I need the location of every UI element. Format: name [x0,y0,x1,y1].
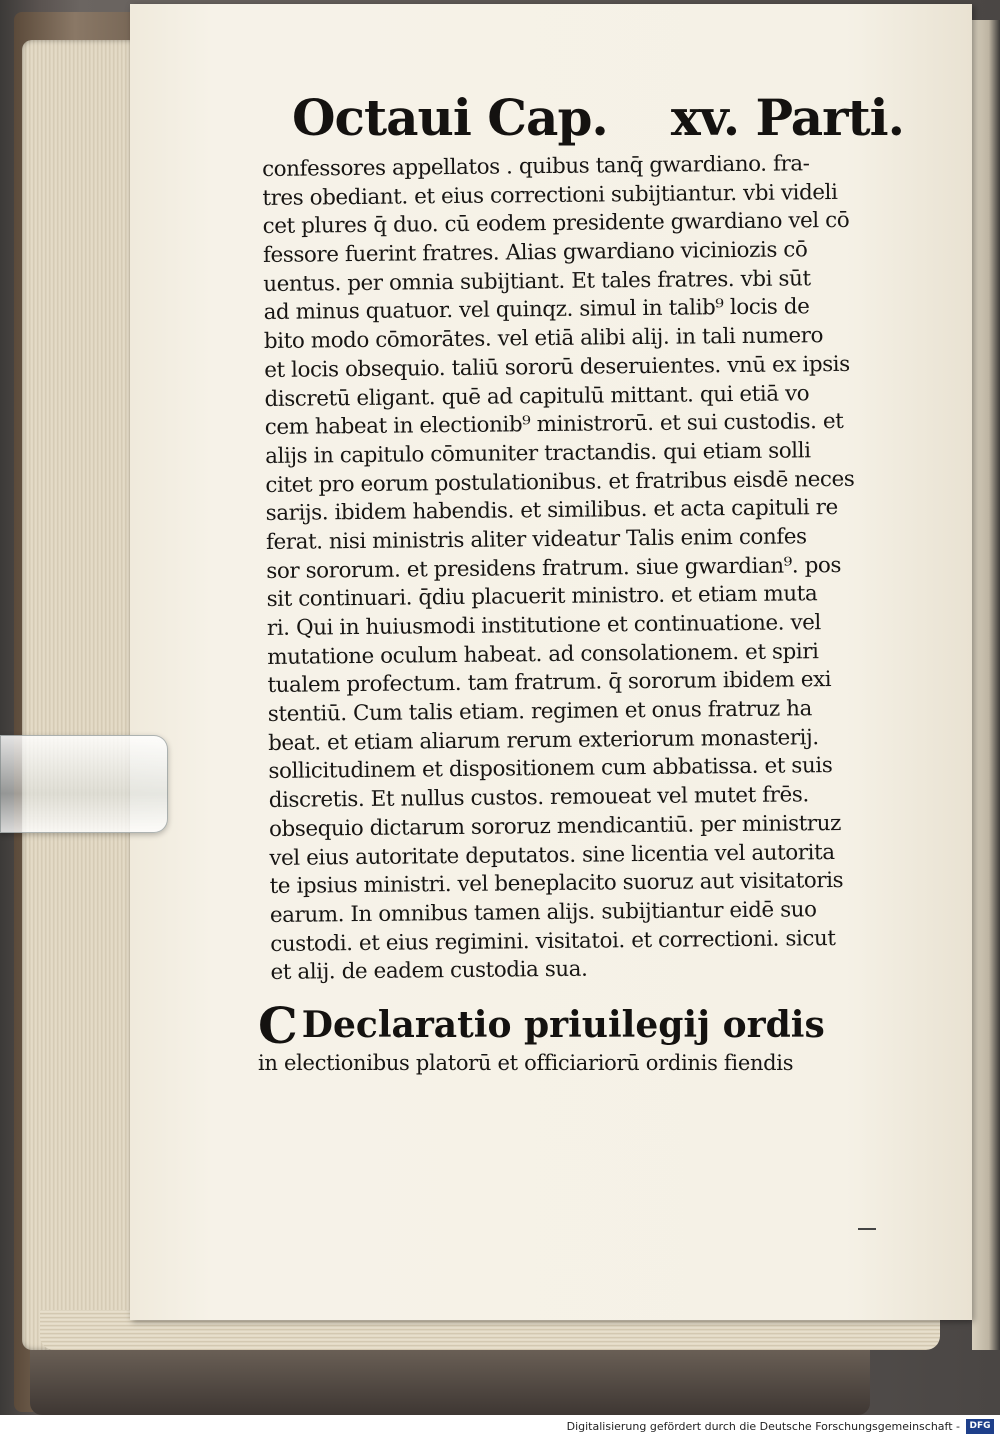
text-line: cem habeat in electionib⁹ ministrorū. et sui custodis. et [264,409,844,441]
marginal-mark [858,1228,876,1230]
body-text [262,149,911,988]
facing-page-edge [972,20,1000,1350]
header-right: xv. Parti. [670,88,904,147]
heading-title [258,996,878,1055]
heading-subtitle: in electionibus platorū et officiariorū ordinis fiendis [258,1051,794,1075]
section-heading [258,996,878,1077]
text-line: sit continuari. q̄diu placuerit ministro. et etiam muta [266,581,818,613]
text-line: fessore fuerint fratres. Alias gwardiano viciniozis cō [262,237,808,269]
heading-title-text: Declaratio priuilegij ordis [301,1004,825,1046]
text-line: citet pro eorum postulationibus. et fratribus eisdē neces [265,466,855,498]
text-line: sor sororum. et presidens fratrum. siue gwardian⁹. pos [266,552,842,584]
book-cover-bottom [30,1345,870,1415]
footer-credit: Digitalisierung gefördert durch die Deutsche Forschungsgemeinschaft - [566,1420,960,1433]
text-line: vel eius autoritate deputatos. sine licentia vel autorita [269,839,835,871]
heading-initial: C [258,996,298,1055]
text-line: tualem profectum. tam fratrum. q̄ sororum ibidem exi [267,667,832,699]
text-line: sollicitudinem et dispositionem cum abbatissa. et suis [268,753,833,785]
text-line: cet plures q̄ duo. cū eodem presidente gwardiano vel cō [262,208,850,240]
header-left: Octaui Cap. [292,88,608,147]
text-line: discretis. Et nullus custos. remoueat vel mutet frēs. [268,782,809,814]
running-header [292,88,912,154]
footer-bar [0,1415,1000,1440]
text-line: confessores appellatos . quibus tanq̄ gwardiano. fra- [262,151,810,182]
dfg-logo-icon: DFG [966,1419,994,1434]
text-line: uentus. per omnia subijtiant. Et tales fratres. vbi sūt [263,266,811,297]
text-line: earum. In omnibus tamen alijs. subijtiantur eidē suo [269,897,817,928]
text-line: te ipsius ministri. vel beneplacito suoruz aut visitatoris [269,868,844,900]
text-line: ferat. nisi ministris aliter videatur Talis enim confes [265,524,807,555]
text-line: et alij. de eadem custodia sua. [270,956,588,986]
text-line: tres obediant. et eius correctioni subijtiantur. vbi videli [262,179,838,211]
page-stack-left [22,40,142,1350]
text-line: bito modo cōmorātes. vel etiā alibi alij. in tali numero [263,323,824,355]
text-line: et locis obsequio. taliū sororū deseruientes. vnū ex ipsis [264,351,850,383]
text-line: discretū eligant. quē ad capitulū mittant. qui etiā vo [264,380,810,412]
text-line: beat. et etiam aliarum rerum exteriorum monasterij. [268,724,819,756]
text-line: stentiū. Cum talis etiam. regimen et onus fratruz ha [267,696,813,728]
text-line: custodi. et eius regimini. visitatoi. et correctioni. sicut [270,925,836,957]
text-line: ad minus quatuor. vel quinqz. simul in talib⁹ locis de [263,294,810,326]
text-line: alijs in capitulo cōmuniter tractandis. qui etiam solli [265,438,811,469]
text-line: mutatione oculum habeat. ad consolationem. et spiri [267,638,819,670]
text-line: obsequio dictarum sororuz mendicantiū. per ministruz [268,810,842,842]
glass-page-weight [0,735,168,833]
text-line: ri. Qui in huiusmodi institutione et continuatione. vel [266,610,822,641]
text-line: sarijs. ibidem habendis. et similibus. et acta capituli re [265,495,838,527]
